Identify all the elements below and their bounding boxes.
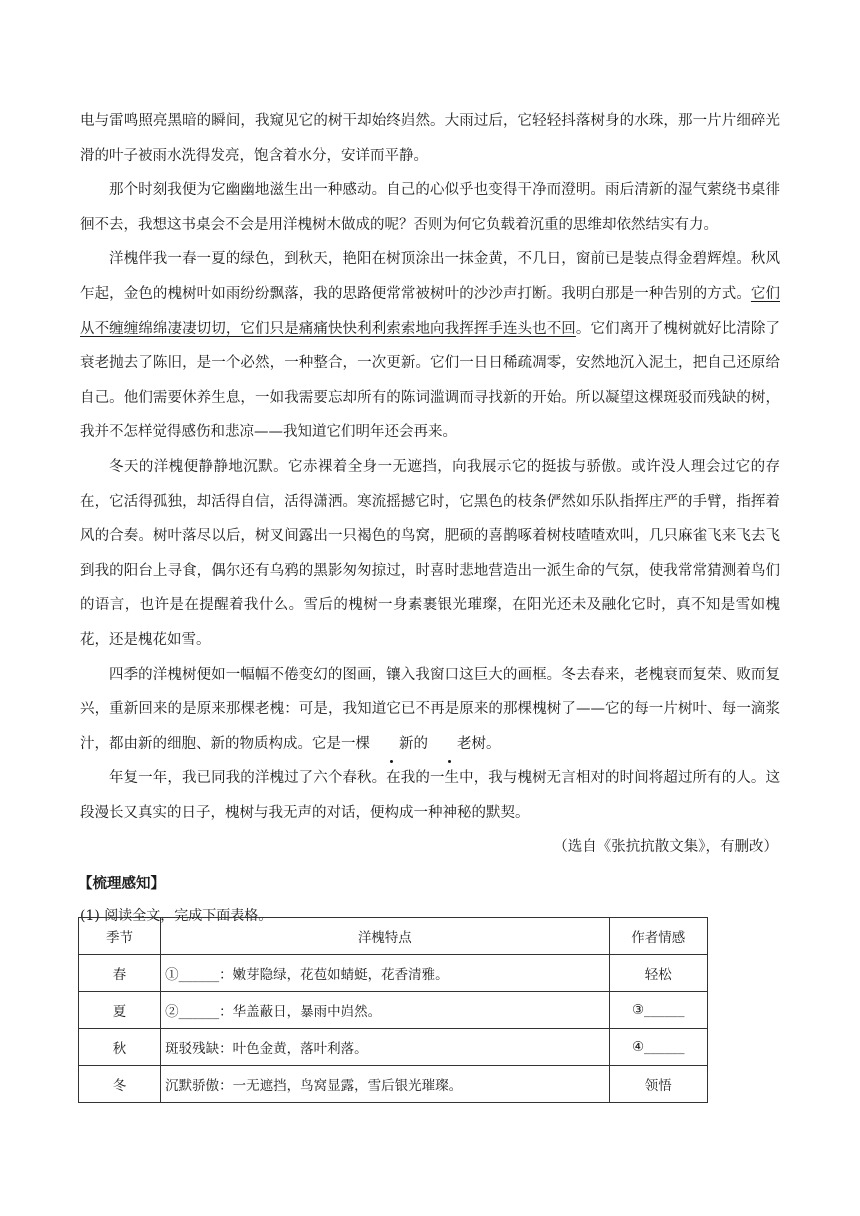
- paragraph: 冬天的洋槐便静静地沉默。它赤裸着全身一无遮挡，向我展示它的挺拔与骄傲。或许没人理会过它的存在，它活得孤独，却活得自信，活得潇洒。寒流摇撼它时，它黑色的枝条俨然如乐队指挥庄严的手臂，指挥着风的合奏。树叶落尽以后，树叉间露出一只褐色的鸟窝，肥硕的喜鹊啄着树枝喳喳欢叫，几只麻雀飞来飞去飞到我的阳台上寻食，偶尔还有乌鸦的黑影匆匆掠过，时喜时悲地营造出一派生命的气氛，使我常常猜测着鸟们的语言，也许是在提醒着我什么。雪后的槐树一身素裹银光璀璨，在阳光还未及融化它时，真不知是雪如槐花，还是槐花如雪。: [80, 458, 780, 648]
- paragraph: 电与雷鸣照亮黑暗的瞬间，我窥见它的树干却始终岿然。大雨过后，它轻轻抖落树身的水珠，那一片片细碎光滑的叶子被雨水洗得发亮，饱含着水分，安详而平静。: [80, 113, 780, 164]
- section-heading: 【梳理感知】: [78, 875, 165, 893]
- table-cell: 轻松: [609, 955, 707, 992]
- question-text: (1) 阅读全文，完成下面表格。: [80, 908, 273, 925]
- table-cell: 夏: [79, 992, 161, 1029]
- paragraph: [80, 242, 780, 450]
- table-row: [79, 1066, 708, 1103]
- column-header: 洋槐特点: [161, 918, 609, 955]
- paragraph-text: 树。: [471, 735, 501, 752]
- table-cell: 沉默骄傲：一无遮挡，鸟窝显露，雪后银光璀璨。: [161, 1066, 609, 1103]
- paragraph: 年复一年，我已同我的洋槐过了六个春秋。在我的一生中，我与槐树无言相对的时间将超过所有的人。这段漫长又真实的日子，槐树与我无声的对话，便构成一种神秘的默契。: [80, 770, 780, 821]
- paragraph-text: 的: [413, 735, 428, 752]
- table-row: [79, 1029, 708, 1066]
- table-cell: ④______: [609, 1029, 707, 1066]
- paragraph-text: 。它们离开了槐树就好比清除了衰老抛去了陈旧，是一个必然，一种整合，一次更新。它们一日日稀疏凋零，安然地沉入泥土，把自己还原给自己。他们需要休养生息，一如我需要忘却所有的陈词滥调而寻找新的开始。所以凝望这棵斑驳而残缺的树，我并不怎样觉得感伤和悲凉——我知道它们明年还会再来。: [80, 320, 780, 441]
- table-cell: 领悟: [609, 1066, 707, 1103]
- underlined-sentence: 它们从不缠缠绵绵凄凄切切，它们只是痛痛快快利利索索地向我挥挥手连头也不回: [80, 285, 781, 337]
- table-row: [79, 955, 708, 992]
- paragraph-text: 洋槐伴我一春一夏的绿色，到秋天，艳阳在树顶涂出一抹金黄，不几日，窗前已是装点得金碧辉煌。秋风乍起，金色的槐树叶如雨纷纷飘落，我的思路便常常被树叶的沙沙声打断。我明白那是一种告别的方式。: [80, 251, 780, 302]
- emphasis-dot-char: 老: [428, 727, 472, 762]
- source-citation: （选自《张抗抗散文集》，有删改）: [553, 839, 778, 856]
- table-header-row: [79, 918, 708, 955]
- column-header: 作者情感: [609, 918, 707, 955]
- paragraph: 那个时刻我便为它幽幽地滋生出一种感动。自己的心似乎也变得干净而澄明。雨后清新的湿气萦绕书桌徘徊不去，我想这书桌会不会是用洋槐树木做成的呢？否则为何它负载着沉重的思维却依然结实有力。: [80, 182, 780, 233]
- table-row: [79, 992, 708, 1029]
- article-body: [80, 104, 780, 932]
- table-cell: 斑驳残缺：叶色金黄，落叶利落。: [161, 1029, 609, 1066]
- emphasis-dot-char: 新: [370, 727, 414, 762]
- summary-table: [78, 917, 708, 1103]
- table-cell: 春: [79, 955, 161, 992]
- table-cell: 秋: [79, 1029, 161, 1066]
- paragraph-text: 四季的洋槐树便如一幅幅不倦变幻的图画，镶入我窗口这巨大的画框。冬去春来，老槐衰而复荣、败而复兴，重新回来的是原来那棵老槐：可是，我知道它已不再是原来的那棵槐树了——它的每一片树叶、每一滴浆汁，都由新的细胞、新的物质构成。它是一棵: [80, 666, 780, 752]
- table-cell: 冬: [79, 1066, 161, 1103]
- table-cell: ①______：嫩芽隐绿，花苞如蜻蜓，花香清雅。: [161, 955, 609, 992]
- table-cell: ②______：华盖蔽日，暴雨中岿然。: [161, 992, 609, 1029]
- table-cell: ③______: [609, 992, 707, 1029]
- column-header: 季节: [79, 918, 161, 955]
- paragraph: [80, 658, 780, 762]
